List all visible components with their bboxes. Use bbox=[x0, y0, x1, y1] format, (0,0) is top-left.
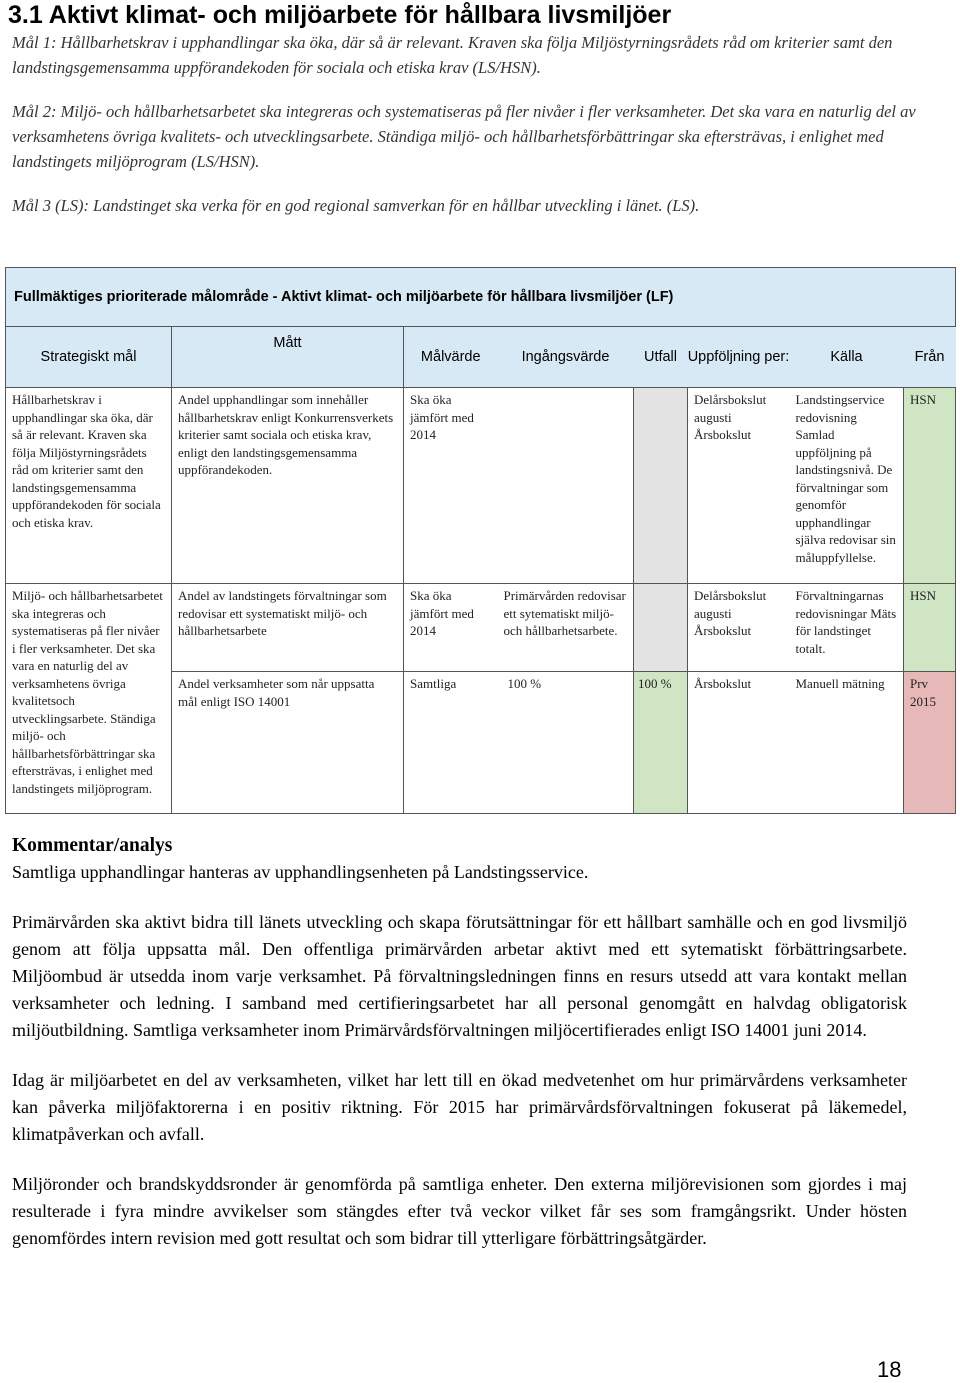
header-uppfoljning: Uppföljning per: bbox=[688, 327, 790, 388]
cell-uppfoljning: Delårsbokslut augusti Årsbokslut bbox=[688, 388, 790, 584]
header-malvarde: Målvärde bbox=[404, 327, 498, 388]
page-heading: 3.1 Aktivt klimat- och miljöarbete för hållbara livsmiljöer bbox=[8, 1, 672, 29]
cell-kalla: Förvaltningarnas redovisningar Mäts för landstinget totalt. bbox=[790, 584, 904, 672]
header-strategiskt-mal: Strategiskt mål bbox=[6, 327, 172, 388]
cell-uppfoljning: Årsbokslut bbox=[688, 672, 790, 814]
cell-ingangsvarde: 100 % bbox=[498, 672, 634, 814]
cell-kalla: Manuell mätning bbox=[790, 672, 904, 814]
goal-1: Mål 1: Hållbarhetskrav i upphandlingar ska öka, där så är relevant. Kraven ska följa Miljöstyrningsrådets råd om kriterier samt den landstingsgemensamma uppförandekoden för sociala och etiska krav (LS/HSN). bbox=[12, 33, 893, 77]
comment-paragraph: Samtliga upphandlingar hanteras av upphandlingsenheten på Landstingsservice. bbox=[12, 862, 589, 882]
page-number: 18 bbox=[877, 1357, 902, 1382]
table-header-row bbox=[6, 327, 956, 388]
cell-utfall bbox=[634, 584, 688, 672]
goal-2: Mål 2: Miljö- och hållbarhetsarbetet ska integreras och systematiseras på fler nivåer i fler verksamheter. Det ska vara en naturlig del av verksamhetens övriga kvalitets- och utvecklingsarbete. Ständiga miljö- och hållbarhetsförbättringar ska eftersträvas, i enlighet med landstingets miljöprogram (LS/HSN). bbox=[12, 102, 916, 171]
cell-uppfoljning: Delårsbokslut augusti Årsbokslut bbox=[688, 584, 790, 672]
cell-fran: HSN bbox=[904, 584, 956, 672]
comment-paragraph: Miljöronder och brandskyddsronder är genomförda på samtliga enheter. Den externa miljörevisionen som gjordes i maj resulterade i fyra mindre avvikelser som stängdes efter två veckor vilket får ses som framgångsrikt. Under hösten genomfördes intern revision med gott resultat och som bidrar till ytterligare förbättringsåtgärder. bbox=[12, 1174, 907, 1248]
header-fran: Från bbox=[904, 327, 956, 388]
cell-matt: Andel verksamheter som når uppsatta mål enligt ISO 14001 bbox=[172, 672, 404, 814]
header-ingangsvarde: Ingångsvärde bbox=[498, 327, 634, 388]
header-matt: Mått bbox=[172, 327, 404, 388]
cell-fran: Prv 2015 bbox=[904, 672, 956, 814]
comment-paragraph: Idag är miljöarbetet en del av verksamheten, vilket har lett till en ökad medvetenhet om hur primärvårdens verksamheter kan påverka miljöfaktorerna i en positiv riktning. För 2015 har primärvårdsförvaltningen fokuserat på läkemedel, klimatpåverkan och avfall. bbox=[12, 1070, 907, 1144]
cell-malvarde: Ska öka jämfört med 2014 bbox=[404, 388, 498, 584]
cell-fran: HSN bbox=[904, 388, 956, 584]
cell-kalla: Landstingservice redovisning Samlad uppföljning på landstingsnivå. De förvaltningar som genomför upphandlingar själva redovisar sin måluppfyllelse. bbox=[790, 388, 904, 584]
cell-ingangsvarde: Primärvården redovisar ett sytematiskt miljö- och hållbarhetsarbete. bbox=[498, 584, 634, 672]
goals-section bbox=[12, 30, 932, 237]
cell-utfall: 100 % bbox=[634, 672, 688, 814]
cell-utfall bbox=[634, 388, 688, 584]
table-row bbox=[6, 584, 956, 672]
cell-malvarde: Ska öka jämfört med 2014 bbox=[404, 584, 498, 672]
cell-strategiskt-mal: Hållbarhetskrav i upphandlingar ska öka, där så är relevant. Kraven ska följa Miljöstyrningsrådets råd om kriterier samt den landstingsgemensamma uppförandekoden för sociala och etiska krav. bbox=[6, 388, 172, 584]
goals-table bbox=[5, 267, 955, 814]
cell-matt: Andel av landstingets förvaltningar som redovisar ett systematiskt miljö- och hållbarhetsarbete bbox=[172, 584, 404, 672]
comment-paragraph: Primärvården ska aktivt bidra till länets utveckling och skapa förutsättningar för ett hållbart samhälle och en god livsmiljö genom att följa uppsatta mål. Den offentliga primärvården arbetar aktivt med ett sytematiskt förbättringsarbete. Miljöombud är utsedda inom varje verksamhet. På förvaltningsledningen finns en resurs utsedd att vara kontakt mellan verksamheter och ledning. I samband med certifieringsarbetet har all personal genomgått en halvdag obligatorisk miljöutbildning. Samtliga verksamheter inom Primärvårdsförvaltningen miljöcertifierades enligt ISO 14001 juni 2014. bbox=[12, 912, 907, 1040]
comment-title: Kommentar/analys bbox=[12, 835, 173, 856]
comment-section bbox=[12, 832, 907, 1275]
cell-ingangsvarde bbox=[498, 388, 634, 584]
table-row bbox=[6, 388, 956, 584]
goal-3: Mål 3 (LS): Landstinget ska verka för en god regional samverkan för en hållbar utveckling i länet. (LS). bbox=[12, 196, 700, 215]
cell-strategiskt-mal: Miljö- och hållbarhetsarbetet ska integreras och systematiseras på fler nivåer i fler verksamheter. Det ska vara en naturlig del av verksamhetens övriga kvalitetsoch utvecklingsarbete. Ständiga miljö- och hållbarhetsförbättringar ska eftersträvas, i enlighet med landstingets miljöprogram. bbox=[6, 584, 172, 814]
header-kalla: Källa bbox=[790, 327, 904, 388]
cell-matt: Andel upphandlingar som innehåller hållbarhetskrav enligt Konkurrensverkets kriterier samt sociala och etiska krav, enligt den landstingsgemensamma uppförandekoden. bbox=[172, 388, 404, 584]
table-banner: Fullmäktiges prioriterade målområde - Aktivt klimat- och miljöarbete för hållbara livsmiljöer (LF) bbox=[6, 268, 956, 327]
header-utfall: Utfall bbox=[634, 327, 688, 388]
cell-malvarde: Samtliga bbox=[404, 672, 498, 814]
